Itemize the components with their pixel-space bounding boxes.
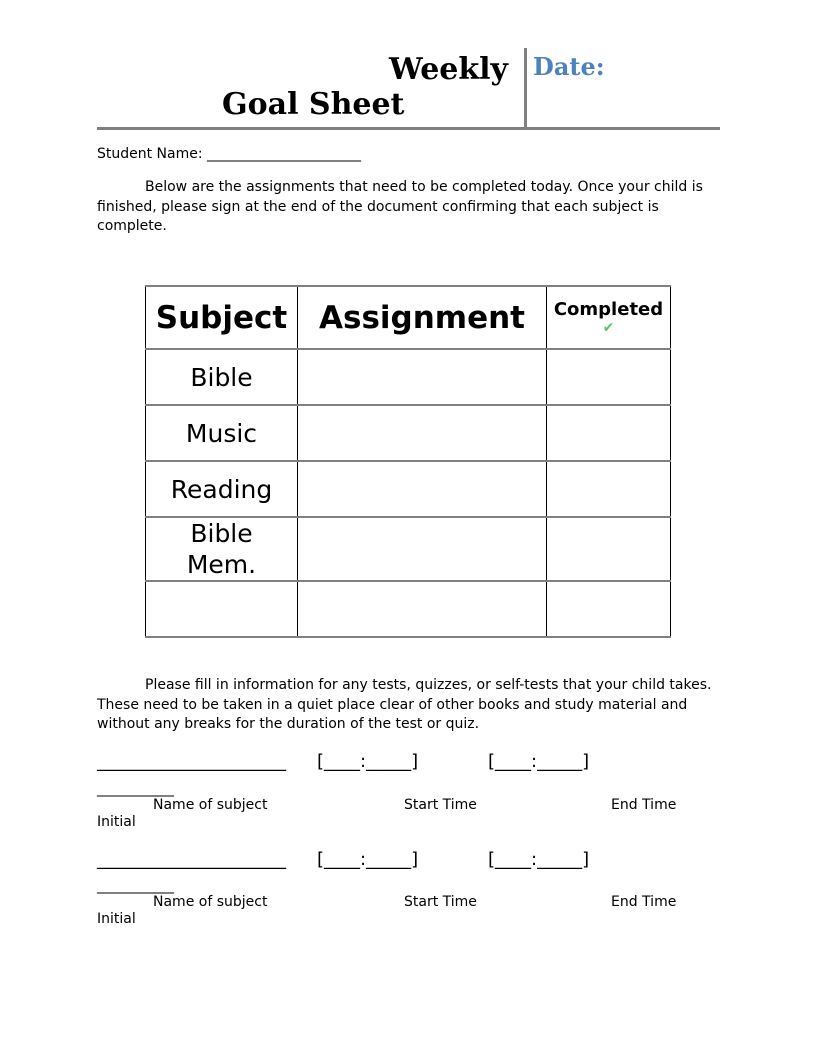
test-initial-blank[interactable]: ___________: [97, 878, 174, 894]
table-header-row: [146, 286, 671, 349]
student-name-field[interactable]: [97, 145, 361, 165]
subject-cell: Music: [146, 405, 298, 461]
assignment-cell[interactable]: [298, 461, 547, 517]
test-start-blank[interactable]: [____:_____]: [317, 751, 419, 772]
page-title-line1: Weekly: [388, 52, 508, 87]
header-subject: Subject: [146, 286, 298, 349]
intro-paragraph: [97, 178, 722, 237]
completed-cell[interactable]: [547, 517, 671, 581]
student-name-label: Student Name:: [97, 146, 203, 162]
header-assignment: Assignment: [298, 286, 547, 349]
intro-paragraph-text: Below are the assignments that need to be completed today. Once your child is finished, please sign at the end of the document confirming that each subject is complete.: [97, 179, 703, 234]
header-divider: [524, 48, 527, 128]
check-icon: ✔: [602, 319, 615, 336]
subject-cell: Bible Mem.: [146, 517, 298, 581]
header-rule: [97, 127, 720, 130]
tests-paragraph-text: Please fill in information for any tests, quizzes, or self-tests that your child takes. These need to be taken in a quiet place clear of other books and study material and without any breaks for the duration of the test or quiz.: [97, 677, 712, 732]
date-label: Date:: [533, 52, 605, 81]
completed-cell[interactable]: [547, 461, 671, 517]
assignment-cell[interactable]: [298, 517, 547, 581]
tests-paragraph: [97, 676, 722, 735]
test-end-blank[interactable]: [____:_____]: [488, 849, 590, 870]
student-name-blank[interactable]: ______________________: [207, 146, 362, 162]
start-time-label: Start Time: [404, 797, 477, 813]
assignment-cell[interactable]: [298, 405, 547, 461]
test-initial-blank[interactable]: ___________: [97, 781, 174, 797]
end-time-label: End Time: [611, 797, 677, 813]
subject-cell[interactable]: [146, 581, 298, 637]
test-end-blank[interactable]: [____:_____]: [488, 751, 590, 772]
subject-cell: Reading: [146, 461, 298, 517]
completed-cell[interactable]: [547, 405, 671, 461]
subject-cell: Bible: [146, 349, 298, 405]
table-row: [146, 405, 671, 461]
assignment-cell[interactable]: [298, 581, 547, 637]
test-start-blank[interactable]: [____:_____]: [317, 849, 419, 870]
initial-label: Initial: [97, 814, 136, 830]
name-of-subject-label: Name of subject: [153, 797, 268, 813]
table-row: [146, 349, 671, 405]
header-completed-cell: [547, 286, 671, 349]
table-row: [146, 517, 671, 581]
name-of-subject-label: Name of subject: [153, 894, 268, 910]
start-time-label: Start Time: [404, 894, 477, 910]
page-title-line2: Goal Sheet: [222, 87, 405, 122]
end-time-label: End Time: [611, 894, 677, 910]
table-row: [146, 461, 671, 517]
completed-cell[interactable]: [547, 581, 671, 637]
assignment-cell[interactable]: [298, 349, 547, 405]
test-subject-blank[interactable]: _____________________: [97, 751, 286, 772]
completed-cell[interactable]: [547, 349, 671, 405]
test-subject-blank[interactable]: _____________________: [97, 849, 286, 870]
initial-label: Initial: [97, 911, 136, 927]
header-completed: Completed: [553, 298, 664, 320]
table-row: [146, 581, 671, 637]
assignments-table: [145, 285, 671, 638]
